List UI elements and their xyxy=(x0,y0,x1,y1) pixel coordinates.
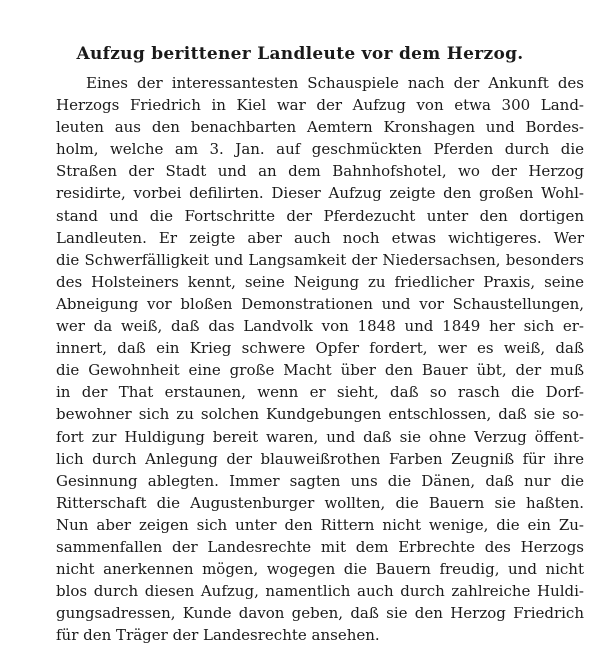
text-line: blos durch diesen Aufzug, namentlich auch durch zahlreiche Huldi- xyxy=(56,582,584,601)
text-line: Abneigung vor bloßen Demonstrationen und vor Schaustellungen, xyxy=(56,294,584,313)
text-line: fort zur Huldigung bereit waren, und daß sie ohne Verzug öffent- xyxy=(56,427,584,446)
text-line: leuten aus den benachbarten Aemtern Kronshagen und Bordes- xyxy=(56,118,584,137)
text-line: die Gewohnheit eine große Macht über den Bauer übt, der muß xyxy=(56,361,584,380)
text-line: Ritterschaft die Augustenburger wollten, die Bauern sie haßten. xyxy=(56,493,584,512)
text-line: in der That erstaunen, wenn er sieht, daß so rasch die Dorf- xyxy=(56,383,584,402)
text-line: stand und die Fortschritte der Pferdezucht unter den dortigen xyxy=(56,206,584,225)
text-line: bewohner sich zu solchen Kundgebungen entschlossen, daß sie so- xyxy=(56,405,584,424)
text-line: holm, welche am 3. Jan. auf geschmückten Pferden durch die xyxy=(56,140,584,159)
text-line: Herzogs Friedrich in Kiel war der Aufzug von etwa 300 Land- xyxy=(56,96,584,115)
text-line: residirte, vorbei defilirten. Dieser Aufzug zeigte den großen Wohl- xyxy=(56,184,584,203)
article-body xyxy=(56,72,584,646)
text-line: Eines der interessantesten Schauspiele nach der Ankunft des xyxy=(86,74,584,92)
text-line: lich durch Anlegung der blauweißrothen Farben Zeugniß für ihre xyxy=(56,449,584,468)
text-line: des Holsteiners kennt, seine Neigung zu friedlicher Praxis, seine xyxy=(56,272,584,291)
text-line: Gesinnung ablegten. Immer sagten uns die Dänen, daß nur die xyxy=(56,471,584,490)
text-line: wer da weiß, daß das Landvolk von 1848 und 1849 her sich er- xyxy=(56,317,584,336)
text-line: nicht anerkennen mögen, wogegen die Bauern freudig, und nicht xyxy=(56,560,584,579)
text-line: gungsadressen, Kunde davon geben, daß sie den Herzog Friedrich xyxy=(56,604,584,623)
article-title: Aufzug berittener Landleute vor dem Herzog. xyxy=(76,44,524,64)
text-line: Straßen der Stadt und an dem Bahnhofshotel, wo der Herzog xyxy=(56,162,584,181)
text-line: für den Träger der Landesrechte ansehen. xyxy=(56,626,380,645)
text-line: innert, daß ein Krieg schwere Opfer fordert, wer es weiß, daß xyxy=(56,339,584,358)
text-line: Landleuten. Er zeigte aber auch noch etwas wichtigeres. Wer xyxy=(56,228,584,247)
text-line: die Schwerfälligkeit und Langsamkeit der Niedersachsen, besonders xyxy=(56,250,584,269)
text-line: sammenfallen der Landesrechte mit dem Erbrechte des Herzogs xyxy=(56,537,584,556)
text-line: Nun aber zeigen sich unter den Rittern nicht wenige, die ein Zu- xyxy=(56,515,584,534)
